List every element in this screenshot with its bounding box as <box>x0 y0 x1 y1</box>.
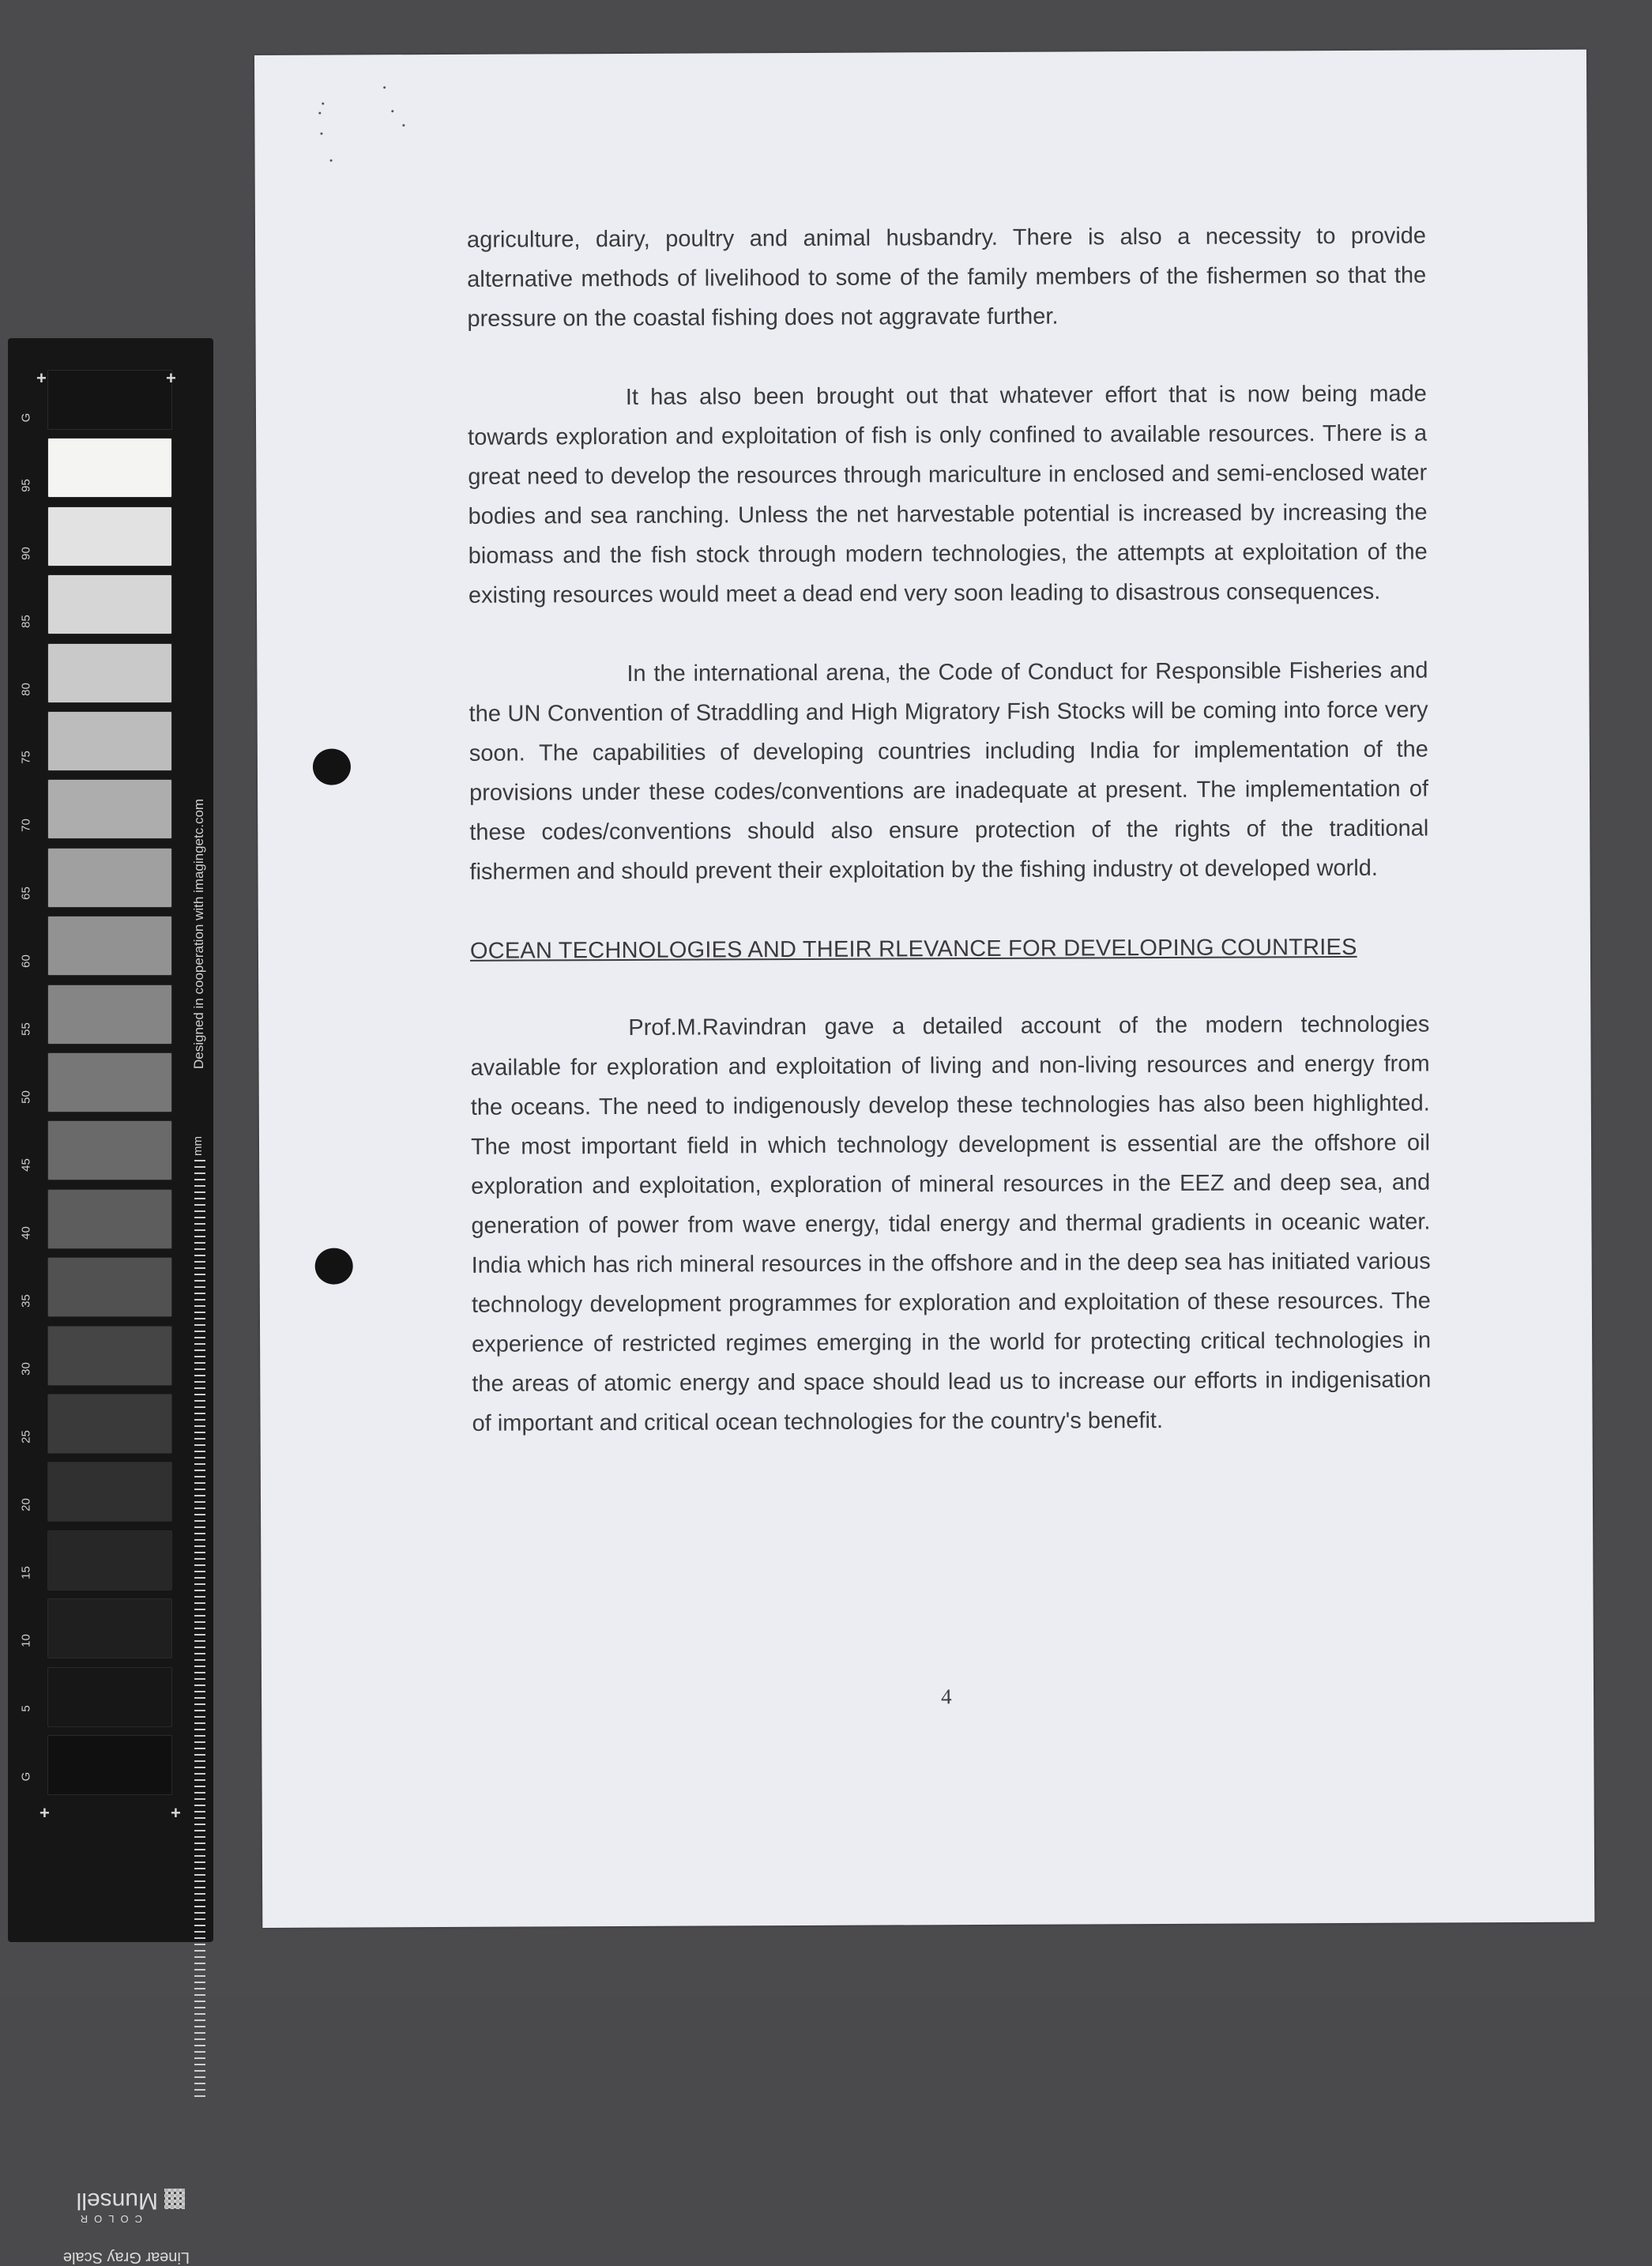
plus-mark: + <box>171 1803 181 1823</box>
scale-labels <box>8 338 43 1942</box>
scale-label: 40 <box>19 1226 33 1240</box>
gray-patch <box>47 1257 172 1317</box>
page-number: 4 <box>941 1684 952 1709</box>
gray-scale-card <box>8 338 213 2266</box>
paper-specks <box>314 86 433 182</box>
scale-label: 35 <box>19 1294 33 1308</box>
millimeter-ruler <box>194 1160 205 2100</box>
paragraph: In the international arena, the Code of Conduct for Responsible Fisheries and the UN Convention of Straddling and High Migratory Fish Stocks will be coming into force very soon. The capabilities of developing countries including India for implementation of the provisions under these codes/conventions are inadequate at present. The implementation of these codes/conventions should also ensure protection of the rights of the traditional fishermen and should prevent their exploitation by the fishing industry ot developed world. <box>469 657 1429 885</box>
scale-label: G <box>19 412 33 423</box>
brand-subtitle: COLOR <box>73 2213 142 2225</box>
document-body <box>467 216 1432 1483</box>
scale-label: 85 <box>19 615 33 628</box>
munsell-logo-icon <box>164 2189 185 2209</box>
munsell-brand <box>55 2179 190 2266</box>
scale-label: G <box>19 1771 33 1782</box>
scale-title: Linear Gray Scale <box>62 2249 190 2266</box>
gray-patch <box>47 506 172 566</box>
section-heading: OCEAN TECHNOLOGIES AND THEIR RLEVANCE FOR DEVELOPING COUNTRIES <box>469 934 1357 964</box>
gray-patch <box>47 574 172 634</box>
scale-label: 20 <box>19 1498 33 1511</box>
scale-label: 80 <box>19 683 33 696</box>
punch-hole <box>313 748 351 785</box>
gray-patch <box>47 1189 172 1249</box>
gray-patch <box>47 1735 172 1795</box>
scale-label: 30 <box>19 1362 33 1376</box>
plus-mark: + <box>36 368 47 388</box>
scale-label: 45 <box>19 1158 33 1172</box>
brand-name: Munsell <box>76 2188 158 2214</box>
designed-credit: Designed in cooperation with imagingetc.com <box>191 798 206 1069</box>
plus-mark: + <box>40 1803 50 1823</box>
gray-patch <box>47 1462 172 1522</box>
scale-label: 5 <box>19 1705 33 1712</box>
scale-label: 10 <box>19 1634 33 1647</box>
gray-patch <box>47 848 172 908</box>
gray-patch <box>47 438 172 498</box>
gray-patch <box>47 1598 172 1658</box>
scale-label: 90 <box>19 547 33 560</box>
document-page <box>254 50 1594 1928</box>
plus-mark: + <box>166 368 176 388</box>
scale-label: 70 <box>19 819 33 832</box>
gray-patch <box>47 1530 172 1590</box>
gray-patch <box>47 643 172 703</box>
gray-patch <box>47 370 172 430</box>
scale-label: 95 <box>19 479 33 492</box>
gray-patch <box>47 779 172 839</box>
gray-patch <box>47 1394 172 1454</box>
scale-label: 75 <box>19 751 33 764</box>
scale-label: 25 <box>19 1430 33 1444</box>
gray-patch <box>47 1052 172 1112</box>
scale-label: 55 <box>19 1022 33 1036</box>
scale-label: 60 <box>19 954 33 968</box>
punch-hole <box>315 1248 353 1284</box>
scale-label: 15 <box>19 1566 33 1579</box>
paragraph: Prof.M.Ravindran gave a detailed account of the modern technologies available for exploration and exploitation of living and non-living resources and energy from the oceans. The need to indigenously develop these technologies has also been highlighted. The most important field in which technology development is essential are the offshore oil exploration and exploitation, exploration of mineral resources in the EEZ and deep sea, and generation of power from wave energy, tidal energy and thermal gradients in oceanic water. India which has rich mineral resources in the offshore and in the deep sea has initiated various technology development programmes for exploration and exploitation of these resources. The experience of restricted regimes emerging in the world for protecting critical technologies in the areas of atomic energy and space should lead us to increase our efforts in indigenisation of important and critical ocean technologies for the country's benefit. <box>470 1011 1432 1436</box>
gray-patch <box>47 1120 172 1180</box>
paragraph: It has also been brought out that whatever effort that is now being made towards exploration and exploitation of fish is only confined to available resources. There is a great need to develop the resources through mariculture in enclosed and semi-enclosed water bodies and sea ranching. Unless the net harvestable potential is increased by increasing the biomass and the fish stock through modern technologies, the attempts at exploitation of the existing resources would meet a dead end very soon leading to disastrous consequences. <box>468 381 1428 608</box>
paragraph: agriculture, dairy, poultry and animal husbandry. There is also a necessity to provide alternative methods of livelihood to some of the family members of the fishermen so that the pressure on the coastal fishing does not aggravate further. <box>466 223 1427 332</box>
unit-label: mm <box>191 1136 205 1156</box>
scale-label: 65 <box>19 886 33 900</box>
gray-patch <box>47 711 172 771</box>
scale-label: 50 <box>19 1090 33 1104</box>
gray-patch <box>47 984 172 1045</box>
gray-patch <box>47 1326 172 1386</box>
gray-patch <box>47 1667 172 1727</box>
gray-patch <box>47 916 172 976</box>
